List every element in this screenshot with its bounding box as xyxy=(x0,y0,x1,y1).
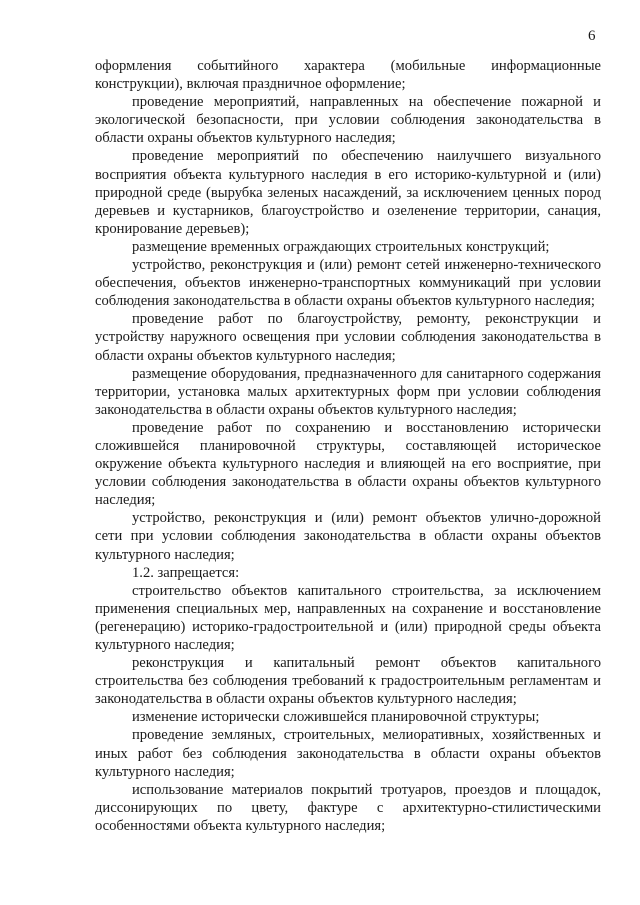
paragraph-visual-perception: проведение мероприятий по обеспечению наилучшего визуального восприятия объекта культурного наследия в его историко-культурной и (или) природной среде (вырубка зеленых насаждений, за исключением ценных пород деревьев и кустарников, благоустройство и озеленение территории, санация, кронирование деревьев); xyxy=(95,148,601,237)
paragraph-earthworks: проведение земляных, строительных, мелиоративных, хозяйственных и иных работ без соблюдения законодательства в области охраны объектов культурного наследия; xyxy=(95,727,601,780)
paragraph-road-network: устройство, реконструкция и (или) ремонт объектов улично-дорожной сети при условии соблюдения законодательства в области охраны объектов культурного наследия; xyxy=(95,510,601,563)
paragraph-pavement-materials: использование материалов покрытий тротуаров, проездов и площадок, диссонирующих по цвету, фактуре с архитектурно-стилистическими особенностями объекта культурного наследия; xyxy=(95,781,601,834)
document-body xyxy=(95,57,601,835)
paragraph-planning-structure-change: изменение исторически сложившейся планировочной структуры; xyxy=(132,709,540,726)
page-number: 6 xyxy=(588,28,596,44)
paragraph-decoration-continuation: оформления событийного характера (мобильные информационные конструкции), включая праздничное оформление; xyxy=(95,58,601,93)
paragraph-reconstruction-repair: реконструкция и капитальный ремонт объектов капитального строительства без соблюдения требований к градостроительным регламентам и законодательства в области охраны объектов культурного наследия; xyxy=(95,655,601,708)
paragraph-landscaping-lighting: проведение работ по благоустройству, ремонту, реконструкции и устройству наружного освещения при условии соблюдения законодательства в области охраны объектов культурного наследия; xyxy=(95,311,601,364)
section-heading-prohibited: 1.2. запрещается: xyxy=(132,564,240,581)
paragraph-engineering-networks: устройство, реконструкция и (или) ремонт сетей инженерно-технического обеспечения, объектов инженерно-транспортных коммуникаций при условии соблюдения законодательства в области охраны объектов культурного наследия; xyxy=(95,257,601,310)
paragraph-fire-ecology-safety: проведение мероприятий, направленных на обеспечение пожарной и экологической безопасности, при условии соблюдения законодательства в области охраны объектов культурного наследия; xyxy=(95,94,601,147)
paragraph-planning-structure-restoration: проведение работ по сохранению и восстановлению исторически сложившейся планировочной структуры, составляющей историческое окружение объекта культурного наследия и влияющей на его восприятие, при условии соблюдения законодательства в области охраны объектов культурного наследия; xyxy=(95,419,601,509)
paragraph-capital-construction: строительство объектов капитального строительства, за исключением применения специальных мер, направленных на сохранение и восстановление (регенерацию) историко-градостроительной и (или) природной среды объекта культурного наследия; xyxy=(95,582,601,653)
paragraph-sanitary-equipment: размещение оборудования, предназначенного для санитарного содержания территории, установка малых архитектурных форм при условии соблюдения законодательства в области охраны объектов культурного наследия; xyxy=(95,365,601,418)
paragraph-temporary-fencing: размещение временных ограждающих строительных конструкций; xyxy=(132,238,550,255)
